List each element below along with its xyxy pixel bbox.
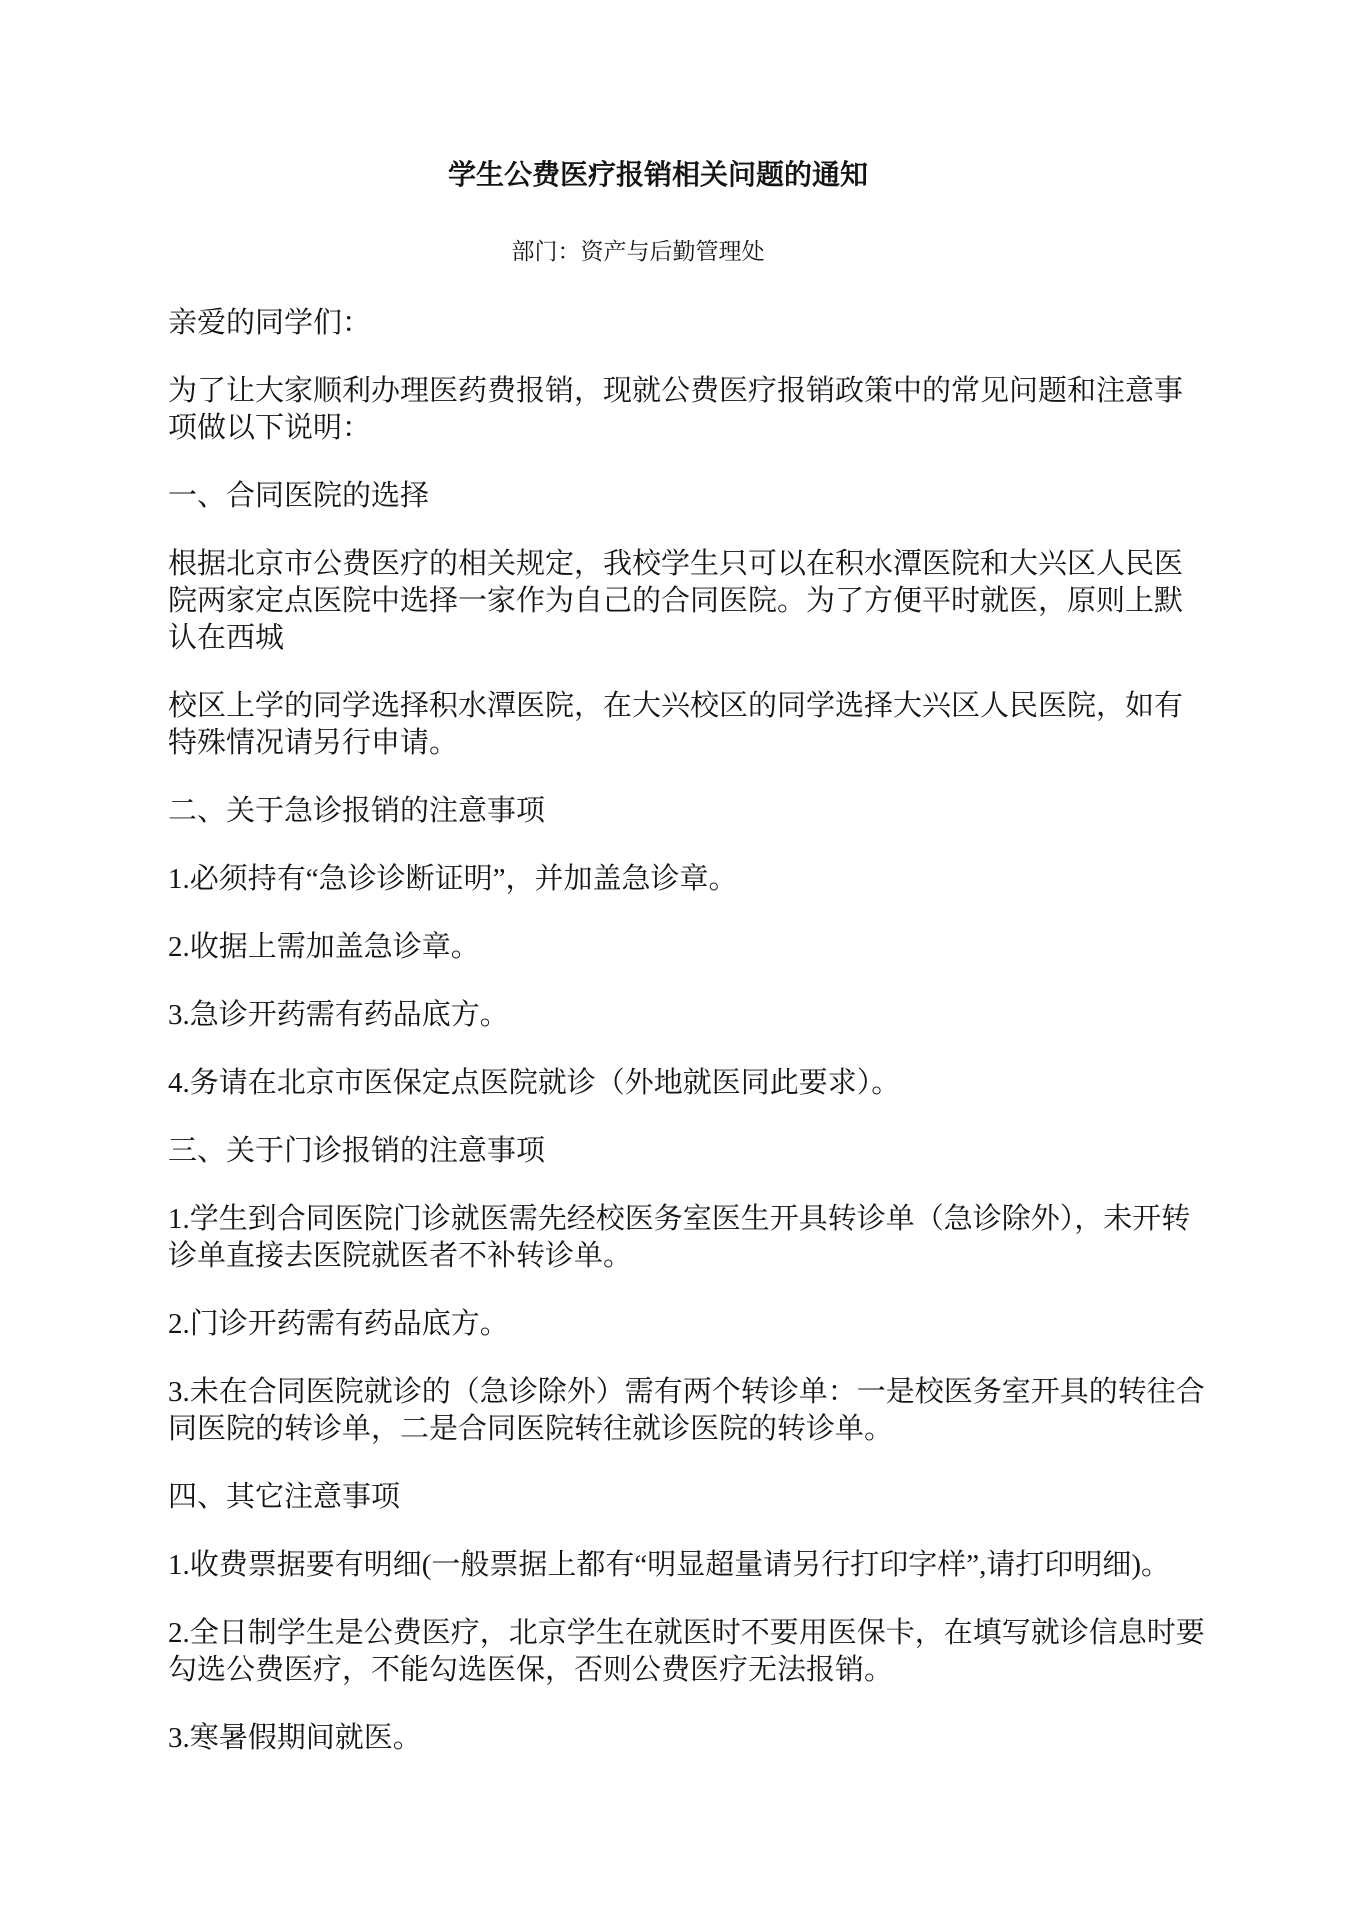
section-heading: 一、合同医院的选择 (168, 480, 430, 512)
section-heading: 二、关于急诊报销的注意事项 (168, 795, 546, 827)
paragraph: 2.全日制学生是公费医疗，北京学生在就医时不要用医保卡，在填写就诊信息时要勾选公费医疗，不能勾选医保，否则公费医疗无法报销。 (168, 1617, 1205, 1686)
section (168, 793, 1208, 1102)
paragraph: 3.未在合同医院就诊的（急诊除外）需有两个转诊单：一是校医务室开具的转往合同医院的转诊单，二是合同医院转往就诊医院的转诊单。 (168, 1376, 1205, 1445)
paragraph: 3.急诊开药需有药品底方。 (168, 999, 509, 1031)
section-body (168, 546, 1208, 762)
section-body (168, 1547, 1208, 1757)
department-line: 部门：资产与后勤管理处 (511, 239, 765, 264)
intro-paragraph: 为了让大家顺利办理医药费报销，现就公费医疗报销政策中的常见问题和注意事项做以下说明： (168, 375, 1184, 444)
section (168, 1479, 1208, 1757)
document-title: 学生公费医疗报销相关问题的通知 (447, 159, 868, 190)
paragraph: 2.收据上需加盖急诊章。 (168, 931, 480, 963)
paragraph: 校区上学的同学选择积水潭医院，在大兴校区的同学选择大兴区人民医院，如有特殊情况请另行申请。 (168, 690, 1184, 759)
paragraph: 根据北京市公费医疗的相关规定，我校学生只可以在积水潭医院和大兴区人民医院两家定点医院中选择一家作为自己的合同医院。为了方便平时就医，原则上默认在西城 (168, 548, 1184, 654)
paragraph: 1.收费票据要有明细(一般票据上都有“明显超量请另行打印字样”,请打印明细)。 (168, 1549, 1171, 1581)
greeting: 亲爱的同学们： (168, 307, 372, 339)
section (168, 1133, 1208, 1448)
section (168, 478, 1208, 762)
section-body (168, 861, 1208, 1102)
paragraph: 4.务请在北京市医保定点医院就诊（外地就医同此要求）。 (168, 1067, 901, 1099)
paragraph: 2.门诊开药需有药品底方。 (168, 1308, 509, 1340)
paragraph: 1.必须持有“急诊诊断证明”，并加盖急诊章。 (168, 863, 738, 895)
document-page (168, 155, 1208, 1788)
paragraph: 3.寒暑假期间就医。 (168, 1722, 422, 1754)
section-heading: 四、其它注意事项 (168, 1481, 401, 1513)
sections (168, 478, 1208, 1757)
section-body (168, 1201, 1208, 1448)
paragraph: 1.学生到合同医院门诊就医需先经校医务室医生开具转诊单（急诊除外），未开转诊单直接去医院就医者不补转诊单。 (168, 1203, 1191, 1272)
section-heading: 三、关于门诊报销的注意事项 (168, 1135, 546, 1167)
